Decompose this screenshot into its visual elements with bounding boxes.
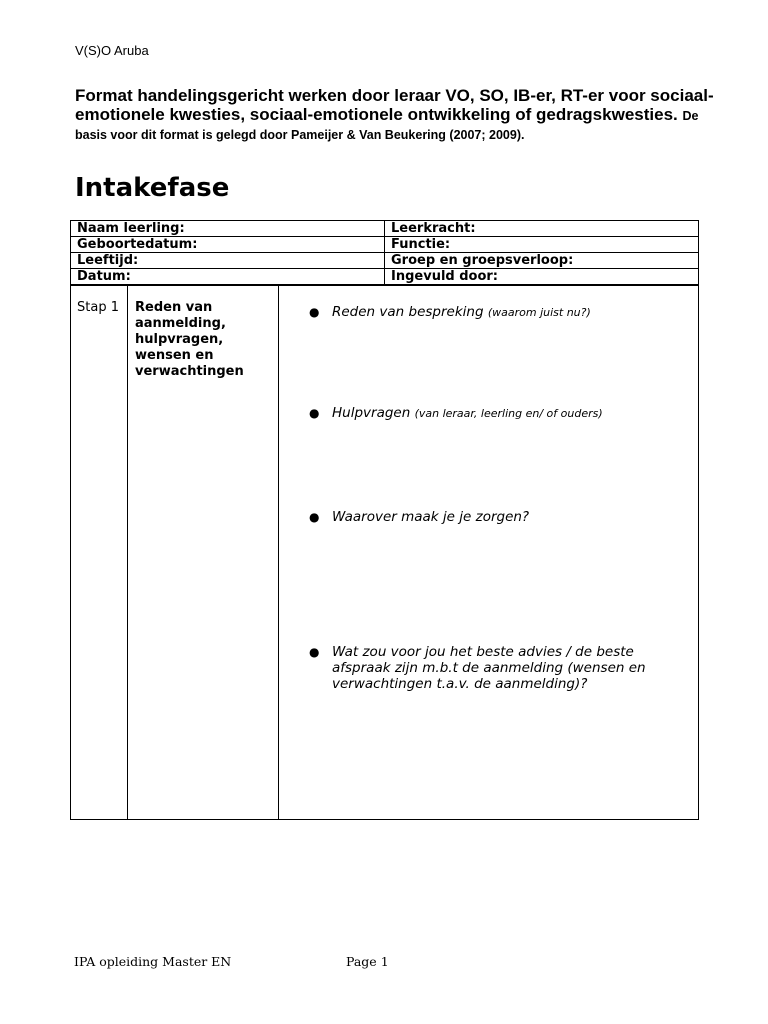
footer-page — [346, 954, 389, 969]
step-label: Stap 1 — [71, 286, 128, 820]
bullet-icon: ● — [309, 305, 320, 319]
question-text: Waarover maak je je zorgen? — [332, 509, 530, 525]
question-item — [309, 644, 664, 692]
field-leeftijd: Leeftijd: — [71, 253, 385, 269]
intro-source-note: De basis voor dit format is gelegd door Pameijer & Van Beukering (2007; 2009). — [75, 109, 699, 142]
info-row — [71, 237, 699, 253]
field-geboortedatum: Geboortedatum: — [71, 237, 385, 253]
step-reason: Reden van aanmelding, hulpvragen, wensen en verwachtingen — [128, 286, 279, 820]
question-item — [309, 304, 689, 321]
question-text: Wat zou voor jou het beste advies / de beste afspraak zijn m.b.t de aanmelding (wensen en verwachtingen t.a.v. de aanmelding)? — [332, 644, 646, 692]
info-row — [71, 221, 699, 237]
intro-main: Format handelingsgericht werken door leraar VO, SO, IB-er, RT-er voor sociaal-emotionele kwesties, sociaal-emotionele ontwikkeling of gedragskwesties. — [75, 86, 714, 124]
footer-page-label: Page — [346, 954, 377, 969]
field-leerkracht: Leerkracht: — [385, 221, 699, 237]
footer-course: IPA opleiding Master EN — [74, 954, 232, 969]
bullet-icon: ● — [309, 510, 320, 524]
intro-heading — [75, 86, 715, 143]
info-table — [70, 220, 699, 285]
bullet-icon: ● — [309, 645, 320, 659]
header-organization: V(S)O Aruba — [75, 43, 149, 58]
question-text: Hulpvragen — [332, 405, 411, 421]
field-datum: Datum: — [71, 269, 385, 285]
question-item — [309, 405, 689, 422]
question-text: Reden van bespreking — [332, 304, 484, 320]
info-row — [71, 253, 699, 269]
questions-cell — [279, 286, 699, 820]
field-ingevuld-door: Ingevuld door: — [385, 269, 699, 285]
bullet-icon: ● — [309, 406, 320, 420]
question-note: (van leraar, leerling en/ of ouders) — [414, 407, 603, 420]
field-naam-leerling: Naam leerling: — [71, 221, 385, 237]
field-groep: Groep en groepsverloop: — [385, 253, 699, 269]
question-note: (waarom juist nu?) — [487, 306, 591, 319]
info-row — [71, 269, 699, 285]
step-table — [70, 285, 699, 820]
page-title: Intakefase — [75, 173, 230, 203]
field-functie: Functie: — [385, 237, 699, 253]
footer-page-number: 1 — [380, 954, 389, 969]
question-item — [309, 509, 689, 525]
step-row — [71, 286, 699, 820]
